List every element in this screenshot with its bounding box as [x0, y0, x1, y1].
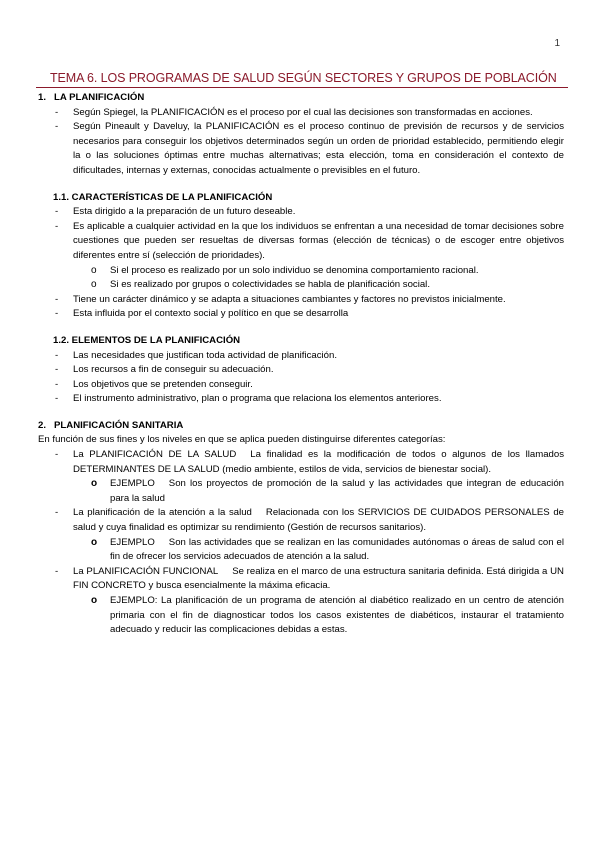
list-item: - Tiene un carácter dinámico y se adapta a situaciones cambiantes y factores no previstos inicialmente. — [55, 293, 506, 305]
section-2-heading: 2. PLANIFICACIÓN SANITARIA — [38, 419, 184, 431]
list-item: - La PLANIFICACIÓN DE LA SALUD La finalidad es la modificación de todos o algunos de los llamados DETERMINANTES DE LA SALUD (medio ambiente, estilos de vida, servicios de bienestar social). — [55, 449, 565, 475]
sub-list-item: o EJEMPLO Son las actividades que se realizan en las comunidades autónomas o áreas de salud con el fin de ofrecer los servicios adecuados de atención a la salud. — [91, 536, 564, 563]
document-title: TEMA 6. LOS PROGRAMAS DE SALUD SEGÚN SECTORES Y GRUPOS DE POBLACIÓN — [50, 71, 557, 85]
list-item: - Los recursos a fin de conseguir su adecuación. — [55, 364, 274, 376]
sub-list-item: o EJEMPLO Son los proyectos de promoción de la salud y las actividades que integran de educación para la salud — [91, 478, 564, 504]
list-item: - La planificación de la atención a la salud Relacionada con los SERVICIOS DE CUIDADOS PERSONALES de salud y cuya finalidad es optimizar su rendimiento (Gestión de recursos sanitarios). — [55, 507, 564, 534]
list-item: - Las necesidades que justifican toda actividad de planificación. — [55, 349, 338, 361]
sub-list-item: o EJEMPLO: La planificación de un programa de atención al diabético realizado en un centro de atención primaria con el fin de diagnosticar todos los casos existentes de diabéticos, instaurar el tratamiento adecuado y reducir las complicaciones debidas a estas. — [91, 595, 564, 636]
section-2-intro: En función de sus fines y los niveles en que se aplica pueden distinguirse diferentes categorías: — [38, 434, 446, 446]
list-item: - La PLANIFICACIÓN FUNCIONAL Se realiza en el marco de una estructura sanitaria definida. Está dirigida a UN FIN CONCRETO y busca esencialmente la máxima eficacia. — [55, 565, 564, 592]
list-item: - El instrumento administrativo, plan o programa que relaciona los elementos anteriores. — [55, 393, 442, 405]
list-item: - Los objetivos que se pretenden conseguir. — [55, 378, 253, 390]
section-1-heading: 1. LA PLANIFICACIÓN — [38, 92, 145, 103]
section-1-2-heading: 1.2. ELEMENTOS DE LA PLANIFICACIÓN — [53, 334, 241, 346]
list-item: - Esta influida por el contexto social y político en que se desarrolla — [55, 308, 349, 320]
section-1-1-heading: 1.1. CARACTERÍSTICAS DE LA PLANIFICACIÓN — [53, 191, 273, 203]
page-number: 1 — [554, 38, 560, 49]
list-item: - Según Spiegel, la PLANIFICACIÓN es el proceso por el cual las decisiones son transformadas en acciones. — [55, 106, 533, 118]
sub-list-item: o Si es realizado por grupos o colectividades se habla de planificación social. — [91, 279, 430, 291]
sub-list-item: o Si el proceso es realizado por un solo individuo se denomina comportamiento racional. — [91, 264, 479, 276]
document-body — [38, 91, 564, 638]
list-item: - Es aplicable a cualquier actividad en la que los individuos se enfrentan a una necesidad de tomar decisiones sobre cuestiones que pueden ser resueltas de diversas formas (elección de técnicas) o de escoger entre objetivos diferentes entre sí (selección de prioridades). — [55, 220, 564, 261]
list-item: - Según Pineault y Daveluy, la PLANIFICACIÓN es el proceso continuo de previsión de recursos y de servicios necesarios para conseguir los objetivos determinados según un orden de prioridad establecido, permitiendo elegir la o las soluciones óptimas entre muchas alternativas; esta elección, toma en consideración el contexto de dificultades, internas y externas, conocidas actualmente o previsibles en el futuro. — [55, 121, 564, 176]
list-item: - Esta dirigido a la preparación de un futuro deseable. — [55, 206, 296, 218]
title-underline — [36, 87, 568, 88]
